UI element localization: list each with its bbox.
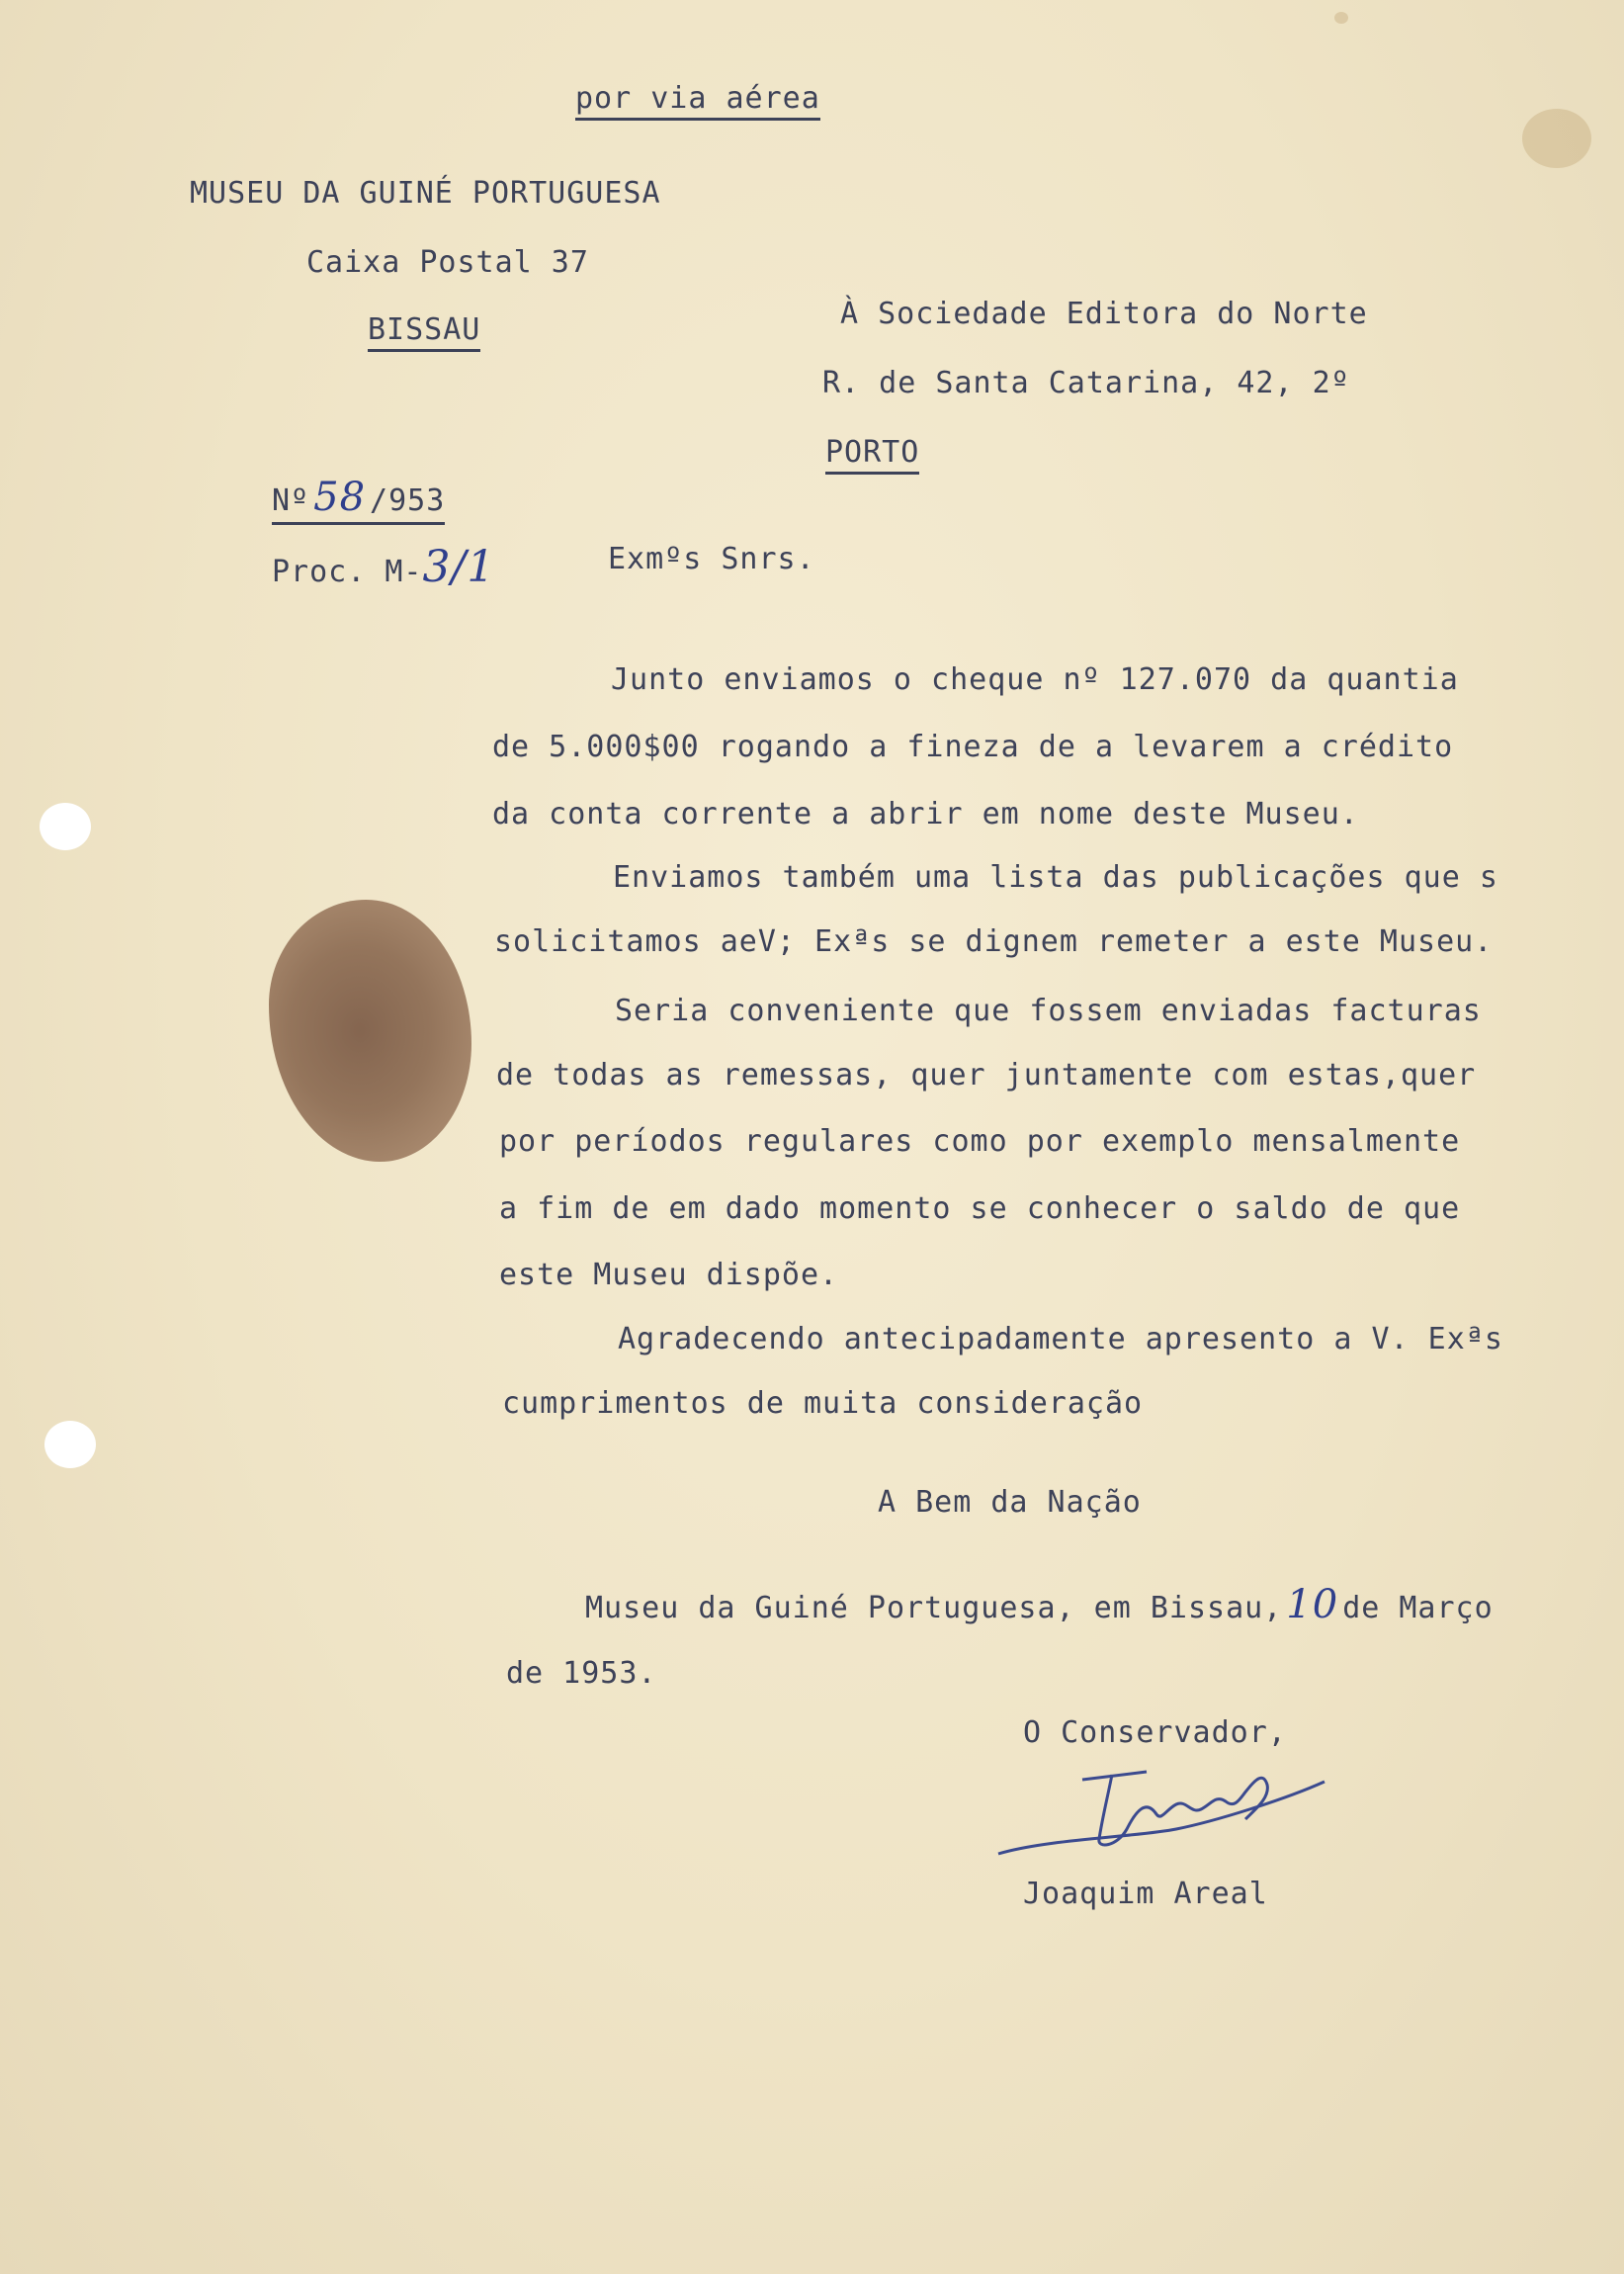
signatory-name: Joaquim Areal	[1023, 1877, 1268, 1911]
body-line: solicitamos aeV; Exªs se dignem remeter a este Museu.	[494, 924, 1494, 959]
body-line: de 5.000$00 rogando a fineza de a levarem a crédito	[492, 730, 1454, 764]
body-line: Seria conveniente que fossem enviadas facturas	[615, 994, 1482, 1028]
body-line: Agradecendo antecipadamente apresento a V. Exªs	[618, 1322, 1503, 1356]
body-line: a fim de em dado momento se conhecer o saldo de que	[499, 1191, 1461, 1226]
paper-spot	[1334, 12, 1348, 24]
body-line: da conta corrente a abrir em nome deste Museu.	[492, 797, 1359, 831]
recipient-street: R. de Santa Catarina, 42, 2º	[822, 366, 1350, 400]
proc-prefix: Proc. M-	[272, 555, 423, 589]
date-handwritten-day: 10	[1286, 1582, 1339, 1627]
paper-spot	[1522, 109, 1591, 168]
handwritten-signature	[988, 1760, 1344, 1869]
reference-number	[272, 475, 445, 525]
body-line: de todas as remessas, quer juntamente com estas,quer	[496, 1058, 1477, 1093]
sender-city: BISSAU	[368, 312, 480, 352]
body-line: por períodos regulares como por exemplo mensalmente	[499, 1124, 1461, 1159]
recipient-name: À Sociedade Editora do Norte	[840, 297, 1368, 331]
reference-handwritten-number: 58	[313, 475, 367, 520]
punch-hole	[44, 1421, 96, 1468]
salutation: Exmºs Snrs.	[608, 542, 815, 576]
signature-title: O Conservador,	[1023, 1715, 1287, 1750]
date-line	[585, 1582, 1494, 1627]
proc-handwritten-number: 3/1	[422, 542, 496, 592]
rust-stain	[269, 900, 471, 1162]
sender-po-box: Caixa Postal 37	[306, 245, 589, 280]
date-year-line: de 1953.	[506, 1656, 657, 1691]
body-line: Enviamos também uma lista das publicações que s	[613, 860, 1498, 895]
closing-formula: A Bem da Nação	[878, 1485, 1142, 1520]
body-line: este Museu dispõe.	[499, 1258, 839, 1292]
punch-hole	[40, 803, 91, 850]
sender-name: MUSEU DA GUINÉ PORTUGUESA	[190, 176, 661, 211]
reference-prefix: Nº	[272, 483, 310, 518]
date-suffix: de Março	[1342, 1591, 1494, 1625]
body-line: cumprimentos de muita consideração	[502, 1386, 1144, 1421]
airmail-note: por via aérea	[575, 81, 820, 121]
date-prefix: Museu da Guiné Portuguesa, em Bissau,	[585, 1591, 1283, 1625]
recipient-city: PORTO	[825, 435, 919, 475]
reference-suffix: /953	[370, 483, 446, 518]
body-line: Junto enviamos o cheque nº 127.070 da quantia	[611, 662, 1459, 697]
proc-reference	[272, 542, 495, 592]
